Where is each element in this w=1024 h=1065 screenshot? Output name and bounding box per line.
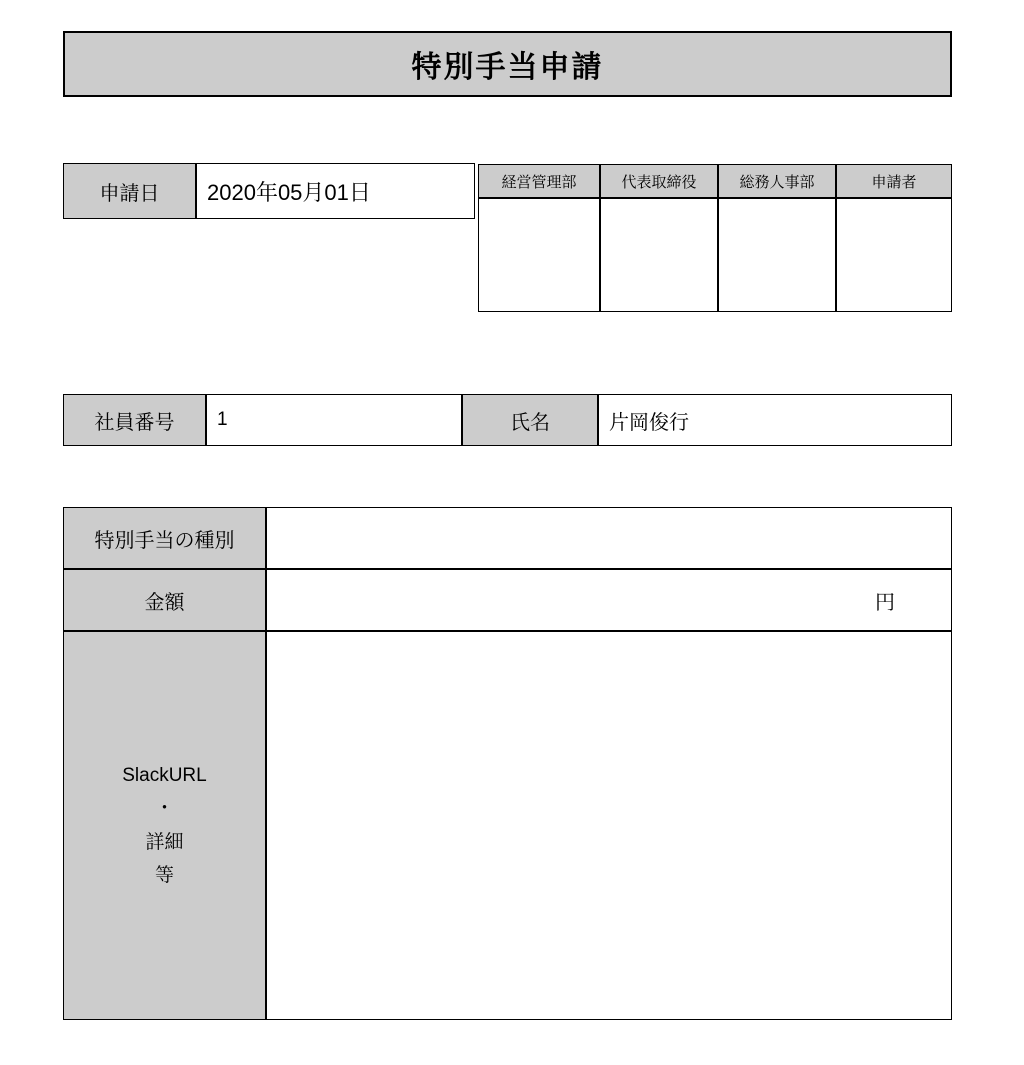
notes-value[interactable] bbox=[266, 631, 952, 1020]
approval-stamp-keiei[interactable] bbox=[478, 198, 600, 312]
notes-label-line-3: 詳細 bbox=[145, 831, 184, 853]
approval-header-soumu: 総務人事部 bbox=[718, 164, 836, 198]
document-title-bar bbox=[63, 31, 952, 97]
allowance-type-label: 特別手当の種別 bbox=[63, 507, 266, 569]
notes-label-line-2: ・ bbox=[154, 798, 174, 820]
application-date-value[interactable]: 2020年05月01日 bbox=[196, 163, 475, 219]
employee-name-value[interactable]: 片岡俊行 bbox=[598, 394, 952, 446]
approval-table bbox=[478, 164, 952, 312]
approval-stamp-soumu[interactable] bbox=[718, 198, 836, 312]
amount-unit: 円 bbox=[875, 591, 895, 614]
approval-header-applicant: 申請者 bbox=[836, 164, 952, 198]
approval-header-daihyo: 代表取締役 bbox=[600, 164, 718, 198]
notes-label-line-1: SlackURL bbox=[122, 765, 207, 786]
amount-label: 金額 bbox=[63, 569, 266, 631]
approval-header-keiei: 経営管理部 bbox=[478, 164, 600, 198]
employee-number-value[interactable]: 1 bbox=[206, 394, 462, 446]
allowance-type-value[interactable] bbox=[266, 507, 952, 569]
employee-name-label: 氏名 bbox=[462, 394, 598, 446]
employee-number-label: 社員番号 bbox=[63, 394, 206, 446]
page-title: 特別手当申請 bbox=[411, 51, 604, 84]
notes-label-line-4: 等 bbox=[154, 864, 174, 886]
application-date-label: 申請日 bbox=[63, 163, 196, 219]
approval-stamp-applicant[interactable] bbox=[836, 198, 952, 312]
notes-label bbox=[63, 631, 266, 1020]
amount-value[interactable] bbox=[266, 569, 952, 631]
approval-stamp-daihyo[interactable] bbox=[600, 198, 718, 312]
